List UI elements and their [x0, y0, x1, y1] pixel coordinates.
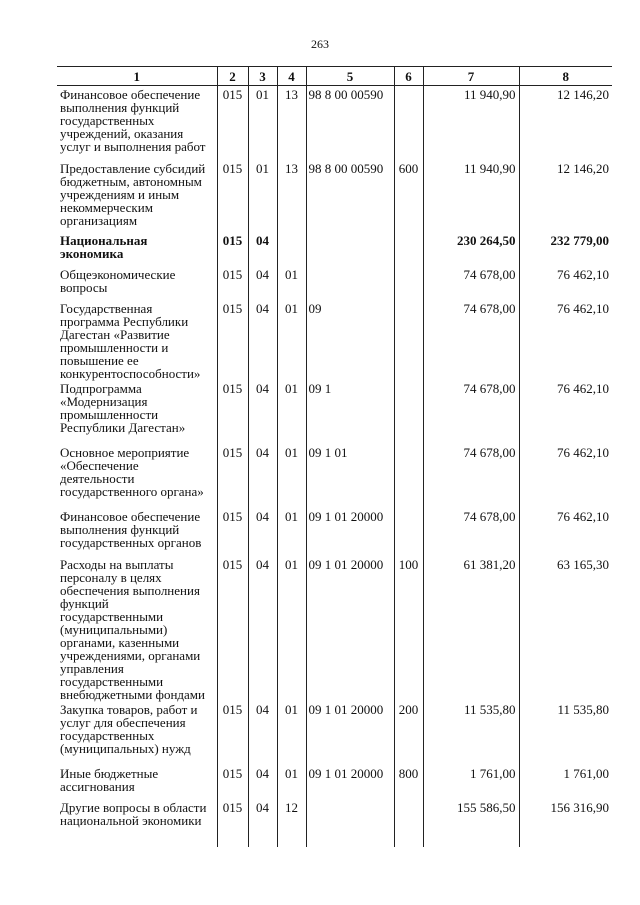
code-cell: 09 1 01 20000 — [306, 556, 394, 701]
table-row — [57, 232, 612, 266]
code-cell — [306, 266, 394, 300]
code-cell: 04 — [248, 266, 277, 300]
code-cell — [394, 380, 423, 444]
header-cell: 6 — [394, 67, 423, 86]
code-cell: 600 — [394, 160, 423, 232]
table-row — [57, 765, 612, 799]
code-cell: 01 — [277, 444, 306, 508]
amount-cell: 74 678,00 — [423, 300, 519, 380]
table-row — [57, 508, 612, 556]
code-cell: 015 — [217, 380, 248, 444]
table-row — [57, 160, 612, 232]
amount-cell: 1 761,00 — [423, 765, 519, 799]
amount-cell: 12 146,20 — [519, 160, 612, 232]
amount-cell: 74 678,00 — [423, 444, 519, 508]
code-cell — [394, 300, 423, 380]
header-cell: 7 — [423, 67, 519, 86]
code-cell: 015 — [217, 232, 248, 266]
code-cell — [394, 232, 423, 266]
row-name-cell: Финансовое обеспечение выполнения функций государственных органов — [60, 508, 202, 550]
table-row — [57, 556, 612, 701]
amount-cell: 11 535,80 — [519, 701, 612, 765]
amount-cell: 76 462,10 — [519, 266, 612, 300]
code-cell — [394, 86, 423, 160]
table-row — [57, 799, 612, 847]
row-name-cell: Основное мероприятие «Обеспечение деятельности государственного органа» — [60, 444, 204, 499]
code-cell — [394, 799, 423, 847]
amount-cell: 12 146,20 — [519, 86, 612, 160]
row-name-cell: Закупка товаров, работ и услуг для обеспечения государственных (муниципальных) нужд — [60, 701, 198, 756]
table-row — [57, 86, 612, 160]
code-cell: 015 — [217, 86, 248, 160]
code-cell: 13 — [277, 86, 306, 160]
code-cell: 015 — [217, 444, 248, 508]
table-row — [57, 300, 612, 380]
code-cell — [277, 232, 306, 266]
code-cell: 01 — [277, 266, 306, 300]
row-name-cell: Расходы на выплаты персоналу в целях обеспечения выполнения функций государственными (муниципальными) органами, казенными учреждениями, органами управления государственными внебюджетными фондами — [60, 556, 205, 702]
code-cell: 015 — [217, 266, 248, 300]
code-cell: 015 — [217, 300, 248, 380]
header-cell: 5 — [306, 67, 394, 86]
code-cell: 015 — [217, 160, 248, 232]
code-cell: 01 — [277, 556, 306, 701]
code-cell: 01 — [277, 701, 306, 765]
amount-cell: 74 678,00 — [423, 508, 519, 556]
amount-cell: 76 462,10 — [519, 380, 612, 444]
header-cell: 4 — [277, 67, 306, 86]
amount-cell: 11 940,90 — [423, 160, 519, 232]
code-cell: 04 — [248, 380, 277, 444]
row-name-cell: Общеэкономические вопросы — [60, 266, 176, 295]
code-cell: 09 1 01 — [306, 444, 394, 508]
header-row — [57, 67, 612, 86]
code-cell: 04 — [248, 556, 277, 701]
code-cell: 015 — [217, 556, 248, 701]
code-cell: 04 — [248, 508, 277, 556]
code-cell: 09 — [306, 300, 394, 380]
amount-cell: 76 462,10 — [519, 300, 612, 380]
amount-cell: 232 779,00 — [519, 232, 612, 266]
amount-cell: 74 678,00 — [423, 266, 519, 300]
code-cell: 100 — [394, 556, 423, 701]
code-cell: 800 — [394, 765, 423, 799]
table-row — [57, 380, 612, 444]
code-cell: 04 — [248, 232, 277, 266]
code-cell: 09 1 — [306, 380, 394, 444]
code-cell: 98 8 00 00590 — [306, 86, 394, 160]
code-cell: 04 — [248, 799, 277, 847]
code-cell — [306, 232, 394, 266]
code-cell: 04 — [248, 701, 277, 765]
row-name-cell: Иные бюджетные ассигнования — [60, 765, 159, 794]
code-cell: 015 — [217, 765, 248, 799]
amount-cell: 230 264,50 — [423, 232, 519, 266]
table-row — [57, 701, 612, 765]
amount-cell: 74 678,00 — [423, 380, 519, 444]
row-name-cell: Подпрограмма «Модернизация промышленности Республики Дагестан» — [60, 380, 186, 435]
code-cell — [394, 444, 423, 508]
table-row — [57, 266, 612, 300]
code-cell: 01 — [277, 765, 306, 799]
code-cell: 01 — [277, 508, 306, 556]
code-cell: 01 — [248, 86, 277, 160]
code-cell: 98 8 00 00590 — [306, 160, 394, 232]
amount-cell: 76 462,10 — [519, 444, 612, 508]
code-cell — [394, 266, 423, 300]
row-name-cell: Предоставление субсидий бюджетным, автономным учреждениям и иным некоммерческим организациям — [60, 160, 206, 228]
code-cell: 09 1 01 20000 — [306, 508, 394, 556]
header-cell: 3 — [248, 67, 277, 86]
amount-cell: 156 316,90 — [519, 799, 612, 847]
amount-cell: 63 165,30 — [519, 556, 612, 701]
code-cell: 12 — [277, 799, 306, 847]
row-name-cell: Государственная программа Республики Дагестан «Развитие промышленности и повышение ее конкурентоспособности» — [60, 300, 201, 381]
code-cell: 04 — [248, 444, 277, 508]
amount-cell: 11 940,90 — [423, 86, 519, 160]
code-cell: 13 — [277, 160, 306, 232]
table-body — [57, 86, 612, 847]
header-cell: 8 — [519, 67, 612, 86]
budget-table — [57, 66, 612, 847]
amount-cell: 1 761,00 — [519, 765, 612, 799]
code-cell — [394, 508, 423, 556]
row-name-cell: Финансовое обеспечение выполнения функций государственных учреждений, оказания услуг и выполнения работ — [60, 87, 206, 154]
row-name-cell: Другие вопросы в области национальной экономики — [60, 799, 207, 828]
code-cell: 04 — [248, 300, 277, 380]
code-cell: 015 — [217, 701, 248, 765]
amount-cell: 155 586,50 — [423, 799, 519, 847]
row-name-cell: Национальная экономика — [60, 232, 148, 261]
code-cell: 09 1 01 20000 — [306, 701, 394, 765]
code-cell — [306, 799, 394, 847]
code-cell: 04 — [248, 765, 277, 799]
amount-cell: 11 535,80 — [423, 701, 519, 765]
code-cell: 01 — [277, 380, 306, 444]
header-cell: 1 — [57, 67, 217, 86]
code-cell: 015 — [217, 508, 248, 556]
amount-cell: 61 381,20 — [423, 556, 519, 701]
header-cell: 2 — [217, 67, 248, 86]
code-cell: 01 — [277, 300, 306, 380]
code-cell: 09 1 01 20000 — [306, 765, 394, 799]
table-row — [57, 444, 612, 508]
page-number: 263 — [311, 37, 329, 51]
amount-cell: 76 462,10 — [519, 508, 612, 556]
code-cell: 01 — [248, 160, 277, 232]
code-cell: 200 — [394, 701, 423, 765]
code-cell: 015 — [217, 799, 248, 847]
